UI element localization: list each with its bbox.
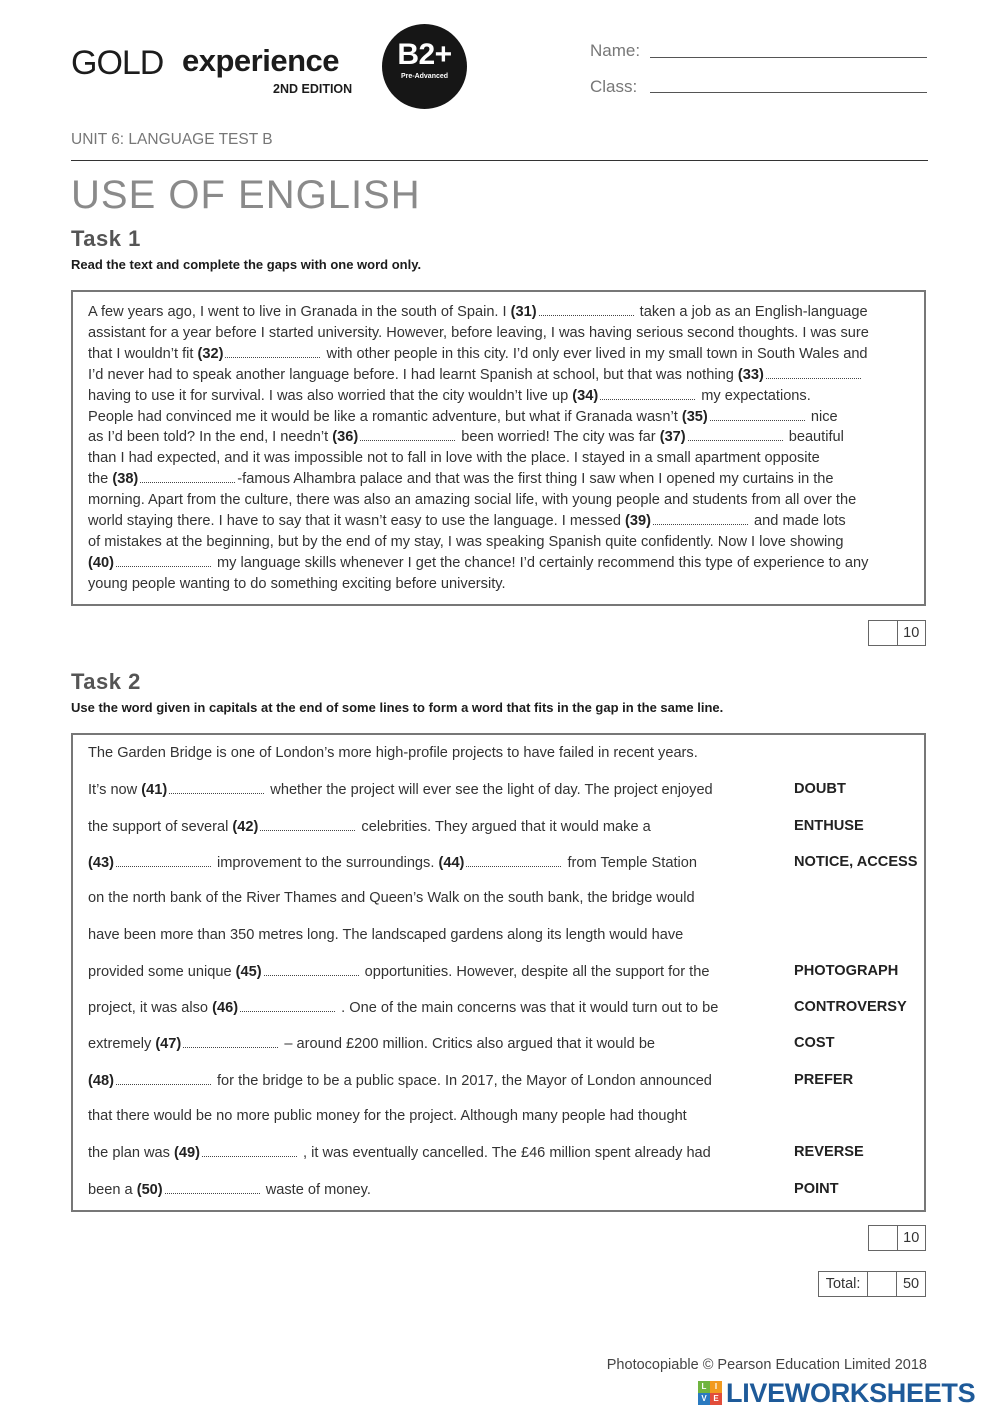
passage-text: world staying there. I have to say that it wasn’t easy to use the language. I messed [88,513,626,530]
task2-score-box [868,1225,926,1251]
gap-number: (41) [141,782,168,799]
logo-edition: 2ND EDITION [273,82,353,96]
answer-gap[interactable] [260,818,355,831]
gap-number: (33) [737,366,764,383]
task2-line [88,1108,687,1124]
passage-line [88,511,910,532]
gap-number: (48) [88,1072,114,1089]
task2-title: Task 2 [71,669,141,694]
answer-gap[interactable] [466,854,561,867]
passage-text: of mistakes at the beginning, but by the end of my stay, I was speaking Spanish quite confidently. Now I love showing [88,533,844,550]
badge-level: B2+ [397,38,452,71]
passage-text: that there would be no more public money for the project. Although many people had thought [88,1108,687,1124]
passage-text: and made lots [749,513,846,530]
class-field[interactable] [650,92,927,93]
gap-number: (38) [112,471,139,488]
icon-letter: L [698,1381,710,1393]
passage-line [88,407,910,428]
passage-text: the [88,471,113,488]
total-label: Total: [819,1272,868,1296]
task2-line [88,1144,711,1161]
gap-number: (31) [510,304,537,320]
answer-gap[interactable] [165,1181,260,1194]
passage-line [88,365,910,386]
answer-gap[interactable] [688,428,783,441]
gap-number: (46) [212,1000,239,1017]
task1-title: Task 1 [71,226,141,251]
level-badge [382,24,467,109]
copyright-notice: Photocopiable © Pearson Education Limited 2018 [606,1357,927,1373]
passage-text: the plan was [88,1145,174,1162]
answer-gap[interactable] [202,1144,297,1157]
passage-text: on the north bank of the River Thames and Queen’s Walk on the south bank, the bridge would [88,890,695,907]
total-score-input[interactable] [868,1272,897,1296]
passage-text: from Temple Station [563,854,697,871]
key-word: NOTICE, ACCESS [794,853,918,870]
task2-instruction: Use the word given in capitals at the end of some lines to form a word that fits in the gap in the same line. [71,700,724,715]
unit-label: UNIT 6: LANGUAGE TEST B [71,131,273,148]
passage-text: taken a job as an English-language [635,304,868,320]
gap-number: (40) [88,554,114,571]
passage-text: whether the project will ever see the light of day. The project enjoyed [266,782,713,799]
task2-score-input[interactable] [869,1226,898,1250]
answer-gap[interactable] [539,303,634,316]
gap-number: (50) [136,1181,163,1198]
passage-text: extremely [88,1036,156,1053]
task2-line [88,999,718,1016]
task1-passage [73,292,924,605]
total-score-box [818,1271,926,1297]
passage-text: I’d never had to speak another language before. I had learnt Spanish at school, but that was nothing [88,366,738,383]
answer-gap[interactable] [653,512,748,525]
task2-line [88,963,709,980]
passage-text: provided some unique [88,963,236,980]
total-score-max: 50 [902,1276,920,1292]
passage-text: have been more than 350 metres long. The landscaped gardens along its length would have [88,926,684,943]
passage-text: my expectations. [697,387,811,404]
liveworksheets-logo [698,1378,975,1408]
passage-text: my language skills whenever I get the chance! I’d certainly recommend this type of experience to any [212,554,869,571]
task2-line [88,781,713,798]
badge-subtitle: Pre-Advanced [400,73,449,80]
gap-number: (35) [681,408,708,425]
task1-text-box [71,290,926,606]
passage-text: as I’d been told? In the end, I needn’t [88,429,333,446]
gap-number: (37) [659,429,686,446]
class-label: Class: [590,77,638,96]
passage-text: , it was eventually cancelled. The £46 million spent already had [298,1145,711,1162]
passage-line [88,448,910,469]
key-word: COST [794,1035,835,1052]
task1-score-box [868,620,926,646]
passage-text: waste of money. [261,1181,371,1198]
task2-line [88,818,651,835]
passage-line [88,553,910,574]
answer-gap[interactable] [710,408,805,421]
passage-line [88,469,910,490]
answer-gap[interactable] [600,387,695,400]
gap-number: (43) [88,854,114,871]
passage-text: celebrities. They argued that it would make a [357,818,651,835]
gap-number: (32) [197,345,224,362]
answer-gap[interactable] [140,470,235,483]
answer-gap[interactable] [240,999,335,1012]
passage-text: the support of several [88,818,233,835]
icon-letter: E [710,1393,722,1405]
passage-text: People had convinced me it would be like a romantic adventure, but what if Granada wasn’t [88,408,682,425]
key-word: DOUBT [794,781,846,798]
key-word: POINT [794,1180,839,1197]
answer-gap[interactable] [766,366,861,379]
name-label: Name: [590,41,641,60]
key-word: PHOTOGRAPH [794,962,899,979]
passage-text: opportunities. However, despite all the support for the [360,963,710,980]
answer-gap[interactable] [183,1035,278,1048]
passage-text: improvement to the surroundings. [212,854,439,871]
passage-line [88,427,910,448]
passage-line [88,532,910,553]
passage-text: beautiful [784,429,844,446]
answer-gap[interactable] [116,554,211,567]
task2-line [88,1181,371,1198]
task1-score-max: 10 [903,625,920,641]
task2-text-box [71,733,926,1212]
task2-line [88,1035,655,1052]
gap-number: (42) [232,818,259,835]
gap-number: (44) [438,854,465,871]
answer-gap[interactable] [116,1072,211,1085]
passage-text: nice [806,408,838,425]
passage-text: -famous Alhambra palace and that was the first thing I saw when I opened my curtains in the [237,471,834,488]
passage-line [88,386,910,407]
passage-text: . One of the main concerns was that it would turn out to be [337,1000,719,1017]
key-word: PREFER [794,1071,854,1088]
gap-number: (36) [332,429,359,446]
task2-line [88,854,697,871]
task1-score-input[interactable] [869,621,898,645]
liveworksheets-wordmark: LIVEWORKSHEETS [726,1377,976,1408]
key-word: CONTROVERSY [794,999,907,1016]
gap-number: (34) [572,387,599,404]
task2-line [88,1072,712,1089]
gap-number: (49) [174,1145,200,1162]
key-word: ENTHUSE [794,817,864,834]
liveworksheets-icon [698,1381,722,1405]
section-title: USE OF ENGLISH [71,173,421,217]
task1-instruction: Read the text and complete the gaps with one word only. [71,257,422,272]
key-word: REVERSE [794,1144,864,1161]
answer-gap[interactable] [116,854,211,867]
answer-gap[interactable] [225,345,320,358]
gap-number: (39) [625,513,651,530]
answer-gap[interactable] [264,963,359,976]
gap-number: (47) [155,1036,182,1053]
name-field[interactable] [650,57,927,58]
passage-text: for the bridge to be a public space. In 2017, the Mayor of London announced [212,1072,712,1089]
icon-letter: I [710,1381,722,1393]
passage-line [88,574,910,595]
logo-gold: GOLD [71,44,164,82]
answer-gap[interactable] [169,781,264,794]
passage-text: – around £200 million. Critics also argued that it would be [280,1036,656,1053]
passage-text: The Garden Bridge is one of London’s more high-profile projects to have failed in recent years. [88,745,698,761]
passage-text: been a [88,1181,137,1198]
passage-line [88,302,910,323]
icon-letter: V [698,1393,710,1405]
task2-line [88,745,698,761]
passage-line [88,323,910,344]
passage-text: morning. Apart from the culture, there was also an amazing social life, with young people and students from all over the [88,492,857,509]
passage-text: with other people in this city. I’d only ever lived in my small town in South Wales and [322,345,868,362]
passage-text: It’s now [88,782,142,799]
passage-line [88,344,910,365]
passage-text: assistant for a year before I started university. However, before leaving, I was having serious second thoughts. I was sure [88,324,869,341]
passage-text: having to use it for survival. I was also worried that the city wouldn’t live up [88,387,573,404]
logo-experience: experience [182,43,339,78]
task2-line [88,927,683,943]
passage-text: young people wanting to do something exciting before university. [88,575,506,592]
task2-line [88,890,695,906]
passage-line [88,490,910,511]
passage-text: project, it was also [88,1000,213,1017]
passage-text: been worried! The city was far [457,429,660,446]
header-divider [71,160,928,161]
passage-text: than I had expected, and it was impossible not to fall in love with the place. I stayed in a small apartment opposite [88,450,820,467]
passage-text: A few years ago, I went to live in Granada in the south of Spain. I [88,304,511,320]
gap-number: (45) [235,963,262,980]
passage-text: that I wouldn’t fit [88,345,198,362]
task2-score-max: 10 [903,1230,920,1246]
answer-gap[interactable] [360,428,455,441]
